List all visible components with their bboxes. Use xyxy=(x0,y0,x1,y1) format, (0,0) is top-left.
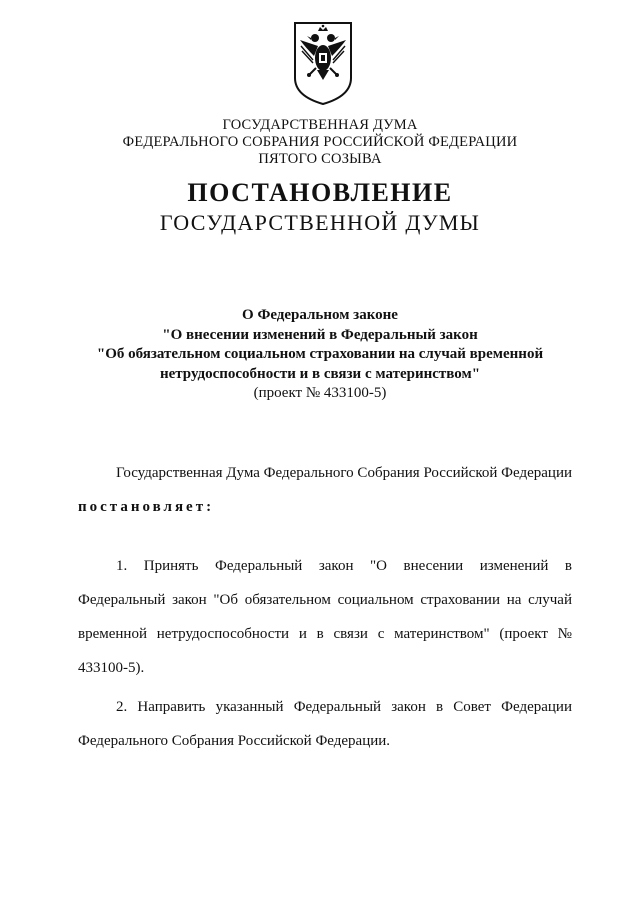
resolution-item-2: 2. Направить указанный Федеральный закон в Совет Федерации Федерального Собрания Российской Федерации. xyxy=(78,699,572,749)
org-line-3: ПЯТОГО СОЗЫВА xyxy=(258,151,382,167)
org-line-2: ФЕДЕРАЛЬНОГО СОБРАНИЯ РОССИЙСКОЙ ФЕДЕРАЦИИ xyxy=(122,134,518,150)
document-type-heading: ПОСТАНОВЛЕНИЕ xyxy=(187,178,453,207)
project-number: (проект № 433100-5) xyxy=(253,385,387,401)
resolution-intro xyxy=(78,456,572,524)
org-line-1: ГОСУДАРСТВЕННАЯ ДУМА xyxy=(222,117,418,133)
title-line-1: О Федеральном законе xyxy=(242,307,398,323)
coat-of-arms-emblem xyxy=(292,20,354,106)
title-line-2: "О внесении изменений в Федеральный закон xyxy=(162,326,478,343)
intro-text: Государственная Дума Федерального Собрания Российской Федерации xyxy=(116,465,572,481)
issuing-organization xyxy=(0,117,640,168)
document-title xyxy=(0,306,640,404)
resolves-word: постановляет: xyxy=(78,499,215,515)
title-line-3: "Об обязательном социальном страховании на случай временной xyxy=(96,346,544,362)
title-line-4: нетрудоспособности и в связи с материнством" xyxy=(159,365,481,382)
resolution-item-1: 1. Принять Федеральный закон "О внесении изменений в Федеральный закон "Об обязательном социальном страховании на случай временной нетрудоспособности и в связи с материнством" (проект № 433100-5). xyxy=(78,558,572,676)
document-issuer-heading: ГОСУДАРСТВЕННОЙ ДУМЫ xyxy=(159,210,481,235)
